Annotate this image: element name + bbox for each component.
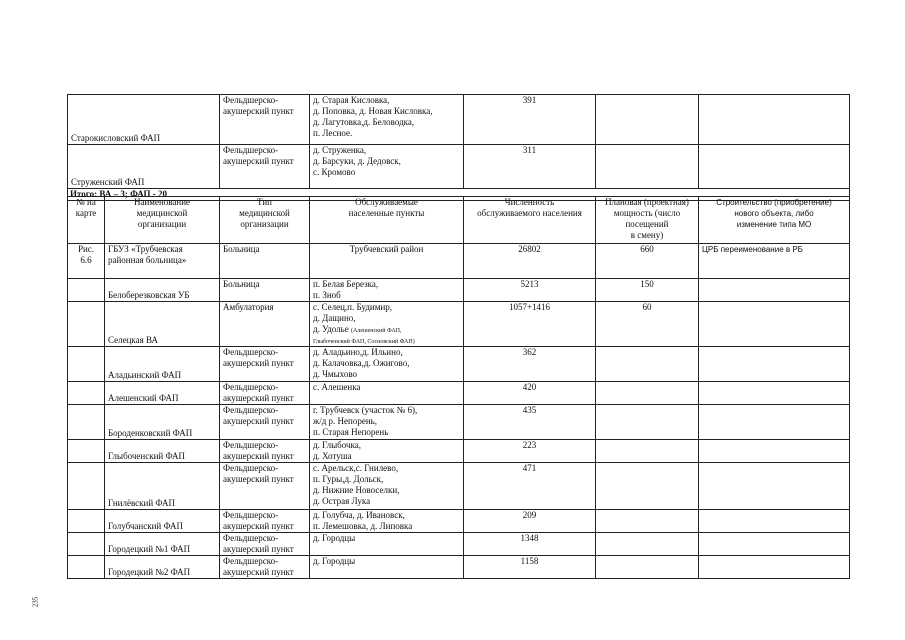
population: 311 (464, 145, 596, 189)
organization-type: Больница (220, 279, 310, 302)
table-row (68, 244, 850, 279)
header-name: Наименование медицинской организации (105, 197, 220, 244)
capacity (596, 405, 699, 440)
organization-type: Фельдшерско- акушерский пункт (220, 145, 310, 189)
map-number: Рис. 6.6 (68, 244, 105, 279)
organization-name: Гнилёвский ФАП (105, 463, 220, 510)
map-number (68, 302, 105, 347)
capacity (596, 533, 699, 556)
organization-type: Фельдшерско- акушерский пункт (220, 405, 310, 440)
map-number (68, 405, 105, 440)
organization-type: Фельдшерско- акушерский пункт (220, 382, 310, 405)
construction: ЦРБ переименование в РБ (699, 244, 850, 279)
header-population: Численность обслуживаемого населения (464, 197, 596, 244)
construction (699, 533, 850, 556)
page-number: 235 (31, 596, 40, 608)
construction (699, 279, 850, 302)
organization-name: Голубчанский ФАП (105, 510, 220, 533)
population: 391 (464, 95, 596, 145)
table-row (68, 279, 850, 302)
organization-type: Фельдшерско- акушерский пункт (220, 510, 310, 533)
table-row (68, 382, 850, 405)
capacity (596, 510, 699, 533)
population: 362 (464, 347, 596, 382)
organization-name: Городецкий №1 ФАП (105, 533, 220, 556)
table-row (68, 533, 850, 556)
settlements: д. Струженка, д. Барсуки, д. Дедовск, с. Кромово (310, 145, 464, 189)
settlements: п. Белая Березка, п. Зноб (310, 279, 464, 302)
population: 223 (464, 440, 596, 463)
organization-name: Селецкая ВА (105, 302, 220, 347)
settlements (310, 302, 464, 347)
header-settlements: Обслуживаемые населенные пункты (310, 197, 464, 244)
construction (699, 145, 850, 189)
capacity: 660 (596, 244, 699, 279)
settlements: с. Алешенка (310, 382, 464, 405)
construction (699, 440, 850, 463)
organization-type: Фельдшерско- акушерский пункт (220, 347, 310, 382)
organization-type: Амбулатория (220, 302, 310, 347)
settlements: д. Глыбочка, д. Хотуша (310, 440, 464, 463)
medical-organizations-table (67, 196, 850, 579)
settlements: Трубчевский район (310, 244, 464, 279)
header-type: Тип медицинской организации (220, 197, 310, 244)
map-number (68, 510, 105, 533)
population: 1057+1416 (464, 302, 596, 347)
organization-name: Струженский ФАП (68, 145, 220, 189)
settlements: д. Голубча, д. Ивановск, п. Лемешовка, д. Липовка (310, 510, 464, 533)
map-number (68, 463, 105, 510)
population: 420 (464, 382, 596, 405)
population: 26802 (464, 244, 596, 279)
table-row (68, 145, 850, 189)
table-row (68, 440, 850, 463)
construction (699, 510, 850, 533)
organization-type: Больница (220, 244, 310, 279)
capacity (596, 145, 699, 189)
table-row (68, 347, 850, 382)
organization-name: Бороденковский ФАП (105, 405, 220, 440)
settlements: д. Старая Кисловка, д. Поповка, д. Новая Кисловка, д. Лагутовка,д. Беловодка, п. Лесное. (310, 95, 464, 145)
population: 1158 (464, 556, 596, 579)
map-number (68, 533, 105, 556)
organization-type: Фельдшерско- акушерский пункт (220, 95, 310, 145)
organization-name: Глыбоченский ФАП (105, 440, 220, 463)
construction (699, 302, 850, 347)
total-summary: Итого: ВА – 3; ФАП - 20 (68, 189, 850, 201)
organization-name: Старокисловский ФАП (68, 95, 220, 145)
map-number (68, 382, 105, 405)
organization-name: Белоберезковская УБ (105, 279, 220, 302)
capacity: 60 (596, 302, 699, 347)
table-header-row (68, 197, 850, 244)
settlements: с. Арельск,с. Гнилево, п. Гуры,д. Дольск, д. Нижние Новоселки, д. Острая Лука (310, 463, 464, 510)
header-capacity: Плановая (проектная) мощность (число посещений в смену) (596, 197, 699, 244)
organization-name: Алешенский ФАП (105, 382, 220, 405)
map-number (68, 279, 105, 302)
construction (699, 347, 850, 382)
capacity (596, 440, 699, 463)
construction (699, 556, 850, 579)
table-row (68, 302, 850, 347)
organization-type: Фельдшерско- акушерский пункт (220, 533, 310, 556)
table-row (68, 510, 850, 533)
population: 1348 (464, 533, 596, 556)
map-number (68, 347, 105, 382)
settlements: г. Трубчевск (участок № 6), ж/д р. Непорень, п. Старая Непорень (310, 405, 464, 440)
header-construction: Строительство (приобретение) нового объекта, либо изменение типа МО (699, 197, 850, 244)
capacity (596, 556, 699, 579)
capacity (596, 463, 699, 510)
population: 435 (464, 405, 596, 440)
organization-type: Фельдшерско- акушерский пункт (220, 556, 310, 579)
table-row (68, 95, 850, 145)
settlements-note: (Алешенский ФАП, Глыбоченский ФАП, Сосновский ФАП) (313, 328, 415, 345)
table-row (68, 463, 850, 510)
organization-type: Фельдшерско- акушерский пункт (220, 440, 310, 463)
organization-name: Городецкий №2 ФАП (105, 556, 220, 579)
population: 5213 (464, 279, 596, 302)
construction (699, 463, 850, 510)
map-number (68, 556, 105, 579)
settlements: д. Городцы (310, 533, 464, 556)
population: 471 (464, 463, 596, 510)
settlements: д. Аладьино,д. Ильино, д. Калачовка,д. Ожигово, д. Чмыхово (310, 347, 464, 382)
capacity (596, 95, 699, 145)
map-number (68, 440, 105, 463)
capacity: 150 (596, 279, 699, 302)
construction (699, 382, 850, 405)
settlements-text: с. Селец,п. Будимир, д. Дащино, д. Удолье (313, 302, 393, 334)
construction (699, 95, 850, 145)
settlements: д. Городцы (310, 556, 464, 579)
header-num: № на карте (68, 197, 105, 244)
capacity (596, 347, 699, 382)
organization-name: Аладьинский ФАП (105, 347, 220, 382)
table-row (68, 556, 850, 579)
organization-name: ГБУЗ «Трубчевская районная больница» (105, 244, 220, 279)
table-row (68, 405, 850, 440)
capacity (596, 382, 699, 405)
construction (699, 405, 850, 440)
population: 209 (464, 510, 596, 533)
continuation-table (67, 94, 850, 201)
organization-type: Фельдшерско- акушерский пункт (220, 463, 310, 510)
